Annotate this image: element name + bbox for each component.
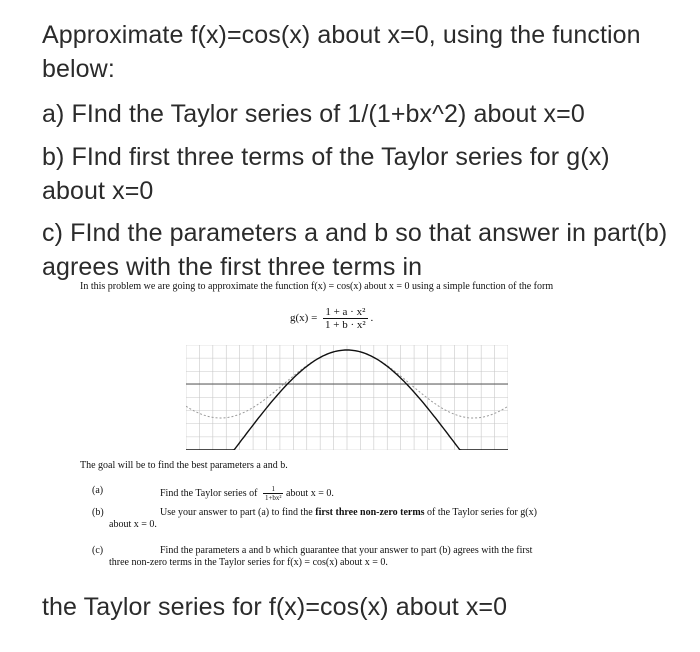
question-intro: Approximate f(x)=cos(x) about x=0, using the function below: [42, 21, 641, 83]
question-part-b: b) FInd first three terms of the Taylor series for g(x) about x=0 [42, 143, 610, 205]
scanned-part-b [160, 507, 600, 519]
scanned-part-a [160, 485, 600, 502]
scanned-part-b-bold: first three non-zero terms [315, 507, 425, 518]
formula-denominator: 1 + b · x² [325, 319, 366, 331]
scanned-part-b-text-end: of the Taylor series for g(x) [427, 507, 537, 518]
scanned-part-a-numerator: 1 [263, 485, 284, 494]
scanned-formula [290, 306, 373, 331]
formula-lhs: g(x) = [290, 312, 318, 325]
scanned-part-b-continued: about x = 0. [109, 519, 157, 530]
question-part-a: a) FInd the Taylor series of 1/(1+bx^2) about x=0 [42, 100, 585, 128]
graph-grid [186, 345, 508, 450]
cos-approximation-graph [186, 345, 508, 450]
formula-end: . [370, 312, 374, 325]
scanned-part-a-denominator: 1+bx² [264, 494, 282, 502]
scanned-part-c-continued: three non-zero terms in the Taylor series for f(x) = cos(x) about x = 0. [109, 557, 388, 568]
scanned-label-a: (a) [92, 485, 104, 496]
scanned-label-b: (b) [92, 507, 104, 518]
scanned-part-c: Find the parameters a and b which guarantee that your answer to part (b) agrees with the first [160, 545, 533, 556]
scanned-label-c: (c) [92, 545, 104, 556]
formula-fraction [323, 306, 368, 331]
scanned-part-b-text: Use your answer to part (a) to find the [160, 507, 313, 518]
scanned-intro: In this problem we are going to approximate the function f(x) = cos(x) about x = 0 using a simple function of the form [80, 281, 554, 292]
scanned-part-a-fraction [263, 485, 284, 502]
scanned-part-a-text: Find the Taylor series of [160, 487, 258, 499]
scanned-goal: The goal will be to find the best parameters a and b. [80, 460, 288, 471]
question-part-c: c) FInd the parameters a and b so that answer in part(b) agrees with the first three terms in [42, 219, 668, 281]
formula-numerator: 1 + a · x² [323, 306, 368, 319]
question-closing: the Taylor series for f(x)=cos(x) about x=0 [42, 593, 508, 621]
scanned-part-a-text-end: about x = 0. [285, 487, 334, 499]
